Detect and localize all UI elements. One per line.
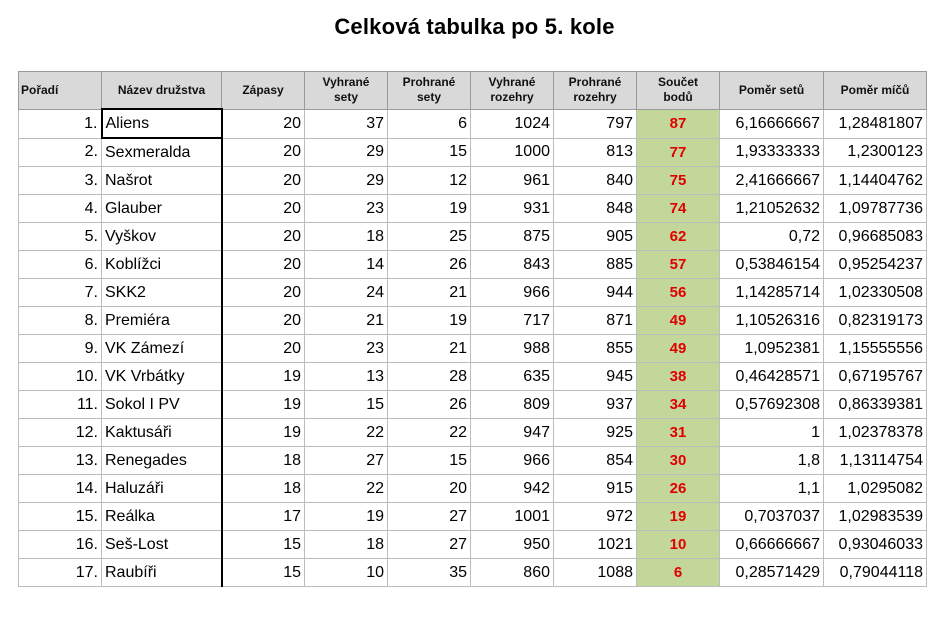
header-sets-lost: Prohrané sety	[388, 72, 471, 110]
cell-set-ratio: 1,21052632	[720, 195, 824, 223]
cell-sets-won: 37	[305, 109, 388, 138]
cell-ball-ratio: 1,15555556	[824, 335, 927, 363]
cell-ball-ratio: 0,93046033	[824, 531, 927, 559]
table-row	[19, 167, 927, 195]
cell-rank: 17.	[19, 559, 102, 587]
cell-points: 49	[637, 307, 720, 335]
cell-points: 56	[637, 279, 720, 307]
cell-team: Premiéra	[102, 307, 222, 335]
cell-ball-ratio: 1,13114754	[824, 447, 927, 475]
page-title: Celková tabulka po 5. kole	[334, 14, 615, 39]
cell-points: 38	[637, 363, 720, 391]
cell-sets-lost: 20	[388, 475, 471, 503]
table-row	[19, 419, 927, 447]
cell-set-ratio: 1,14285714	[720, 279, 824, 307]
table-row	[19, 195, 927, 223]
cell-team: Renegades	[102, 447, 222, 475]
cell-matches: 20	[222, 138, 305, 167]
cell-sets-lost: 26	[388, 251, 471, 279]
cell-team: Kaktusáři	[102, 419, 222, 447]
cell-rank: 10.	[19, 363, 102, 391]
cell-sets-lost: 27	[388, 503, 471, 531]
cell-ball-ratio: 1,02378378	[824, 419, 927, 447]
cell-rank: 4.	[19, 195, 102, 223]
cell-team: Reálka	[102, 503, 222, 531]
cell-sets-won: 27	[305, 447, 388, 475]
cell-sets-won: 10	[305, 559, 388, 587]
cell-matches: 20	[222, 167, 305, 195]
cell-matches: 19	[222, 391, 305, 419]
table-row	[19, 475, 927, 503]
cell-rallies-won: 942	[471, 475, 554, 503]
cell-sets-won: 15	[305, 391, 388, 419]
cell-team: Seš-Lost	[102, 531, 222, 559]
cell-team: VK Vrbátky	[102, 363, 222, 391]
cell-sets-lost: 19	[388, 195, 471, 223]
cell-rank: 6.	[19, 251, 102, 279]
cell-rallies-lost: 937	[554, 391, 637, 419]
cell-points: 87	[637, 109, 720, 138]
cell-sets-lost: 21	[388, 335, 471, 363]
cell-rallies-lost: 840	[554, 167, 637, 195]
cell-matches: 20	[222, 307, 305, 335]
cell-rallies-won: 1000	[471, 138, 554, 167]
cell-sets-lost: 26	[388, 391, 471, 419]
cell-points: 49	[637, 335, 720, 363]
cell-ball-ratio: 0,67195767	[824, 363, 927, 391]
cell-rank: 3.	[19, 167, 102, 195]
header-points: Součet bodů	[637, 72, 720, 110]
cell-sets-lost: 21	[388, 279, 471, 307]
header-ball-ratio: Poměr míčů	[824, 72, 927, 110]
cell-rallies-won: 988	[471, 335, 554, 363]
header-sets-won: Vyhrané sety	[305, 72, 388, 110]
cell-sets-lost: 28	[388, 363, 471, 391]
cell-team: Koblížci	[102, 251, 222, 279]
table-row	[19, 279, 927, 307]
cell-set-ratio: 0,66666667	[720, 531, 824, 559]
table-row	[19, 109, 927, 138]
cell-sets-won: 29	[305, 138, 388, 167]
cell-points: 75	[637, 167, 720, 195]
cell-team: Vyškov	[102, 223, 222, 251]
cell-points: 19	[637, 503, 720, 531]
cell-set-ratio: 0,28571429	[720, 559, 824, 587]
header-set-ratio: Poměr setů	[720, 72, 824, 110]
cell-set-ratio: 0,72	[720, 223, 824, 251]
header-row	[19, 72, 927, 110]
header-rank: Pořadí	[19, 72, 102, 110]
cell-rallies-won: 947	[471, 419, 554, 447]
cell-sets-won: 24	[305, 279, 388, 307]
table-row	[19, 251, 927, 279]
cell-matches: 20	[222, 335, 305, 363]
cell-sets-lost: 19	[388, 307, 471, 335]
cell-rallies-lost: 944	[554, 279, 637, 307]
table-row	[19, 223, 927, 251]
cell-team: Sokol I PV	[102, 391, 222, 419]
header-matches: Zápasy	[222, 72, 305, 110]
cell-rallies-lost: 1088	[554, 559, 637, 587]
cell-sets-won: 23	[305, 195, 388, 223]
standings-table	[18, 71, 927, 587]
cell-sets-lost: 12	[388, 167, 471, 195]
table-row	[19, 335, 927, 363]
cell-rallies-won: 635	[471, 363, 554, 391]
cell-points: 31	[637, 419, 720, 447]
cell-sets-won: 18	[305, 531, 388, 559]
cell-rallies-lost: 848	[554, 195, 637, 223]
cell-team: Haluzáři	[102, 475, 222, 503]
cell-sets-won: 19	[305, 503, 388, 531]
cell-rank: 9.	[19, 335, 102, 363]
cell-set-ratio: 2,41666667	[720, 167, 824, 195]
cell-rallies-lost: 797	[554, 109, 637, 138]
cell-team: Sexmeralda	[102, 138, 222, 167]
cell-rank: 16.	[19, 531, 102, 559]
cell-team: SKK2	[102, 279, 222, 307]
table-row	[19, 531, 927, 559]
cell-matches: 20	[222, 223, 305, 251]
cell-ball-ratio: 1,28481807	[824, 109, 927, 138]
cell-matches: 17	[222, 503, 305, 531]
cell-points: 6	[637, 559, 720, 587]
cell-ball-ratio: 0,82319173	[824, 307, 927, 335]
table-row	[19, 559, 927, 587]
cell-rank: 13.	[19, 447, 102, 475]
cell-sets-lost: 27	[388, 531, 471, 559]
cell-set-ratio: 1,1	[720, 475, 824, 503]
table-row	[19, 503, 927, 531]
cell-ball-ratio: 1,14404762	[824, 167, 927, 195]
cell-ball-ratio: 1,0295082	[824, 475, 927, 503]
cell-rallies-won: 717	[471, 307, 554, 335]
cell-matches: 20	[222, 251, 305, 279]
cell-set-ratio: 0,57692308	[720, 391, 824, 419]
cell-rallies-won: 1024	[471, 109, 554, 138]
cell-sets-lost: 15	[388, 138, 471, 167]
cell-rallies-lost: 972	[554, 503, 637, 531]
cell-rallies-lost: 945	[554, 363, 637, 391]
cell-rallies-lost: 905	[554, 223, 637, 251]
header-rallies-won: Vyhrané rozehry	[471, 72, 554, 110]
cell-rallies-won: 843	[471, 251, 554, 279]
cell-sets-won: 13	[305, 363, 388, 391]
cell-set-ratio: 0,53846154	[720, 251, 824, 279]
cell-matches: 15	[222, 559, 305, 587]
cell-sets-won: 22	[305, 419, 388, 447]
cell-matches: 18	[222, 475, 305, 503]
cell-sets-won: 18	[305, 223, 388, 251]
cell-ball-ratio: 0,95254237	[824, 251, 927, 279]
cell-ball-ratio: 1,2300123	[824, 138, 927, 167]
cell-sets-won: 29	[305, 167, 388, 195]
cell-rank: 2.	[19, 138, 102, 167]
cell-points: 74	[637, 195, 720, 223]
cell-matches: 20	[222, 279, 305, 307]
cell-team: VK Zámezí	[102, 335, 222, 363]
cell-set-ratio: 1,8	[720, 447, 824, 475]
cell-rallies-won: 1001	[471, 503, 554, 531]
cell-sets-lost: 22	[388, 419, 471, 447]
table-row	[19, 391, 927, 419]
cell-rallies-won: 809	[471, 391, 554, 419]
cell-rallies-lost: 1021	[554, 531, 637, 559]
cell-matches: 20	[222, 195, 305, 223]
cell-rallies-won: 961	[471, 167, 554, 195]
cell-matches: 20	[222, 109, 305, 138]
cell-rallies-lost: 813	[554, 138, 637, 167]
cell-matches: 15	[222, 531, 305, 559]
cell-team: Aliens	[102, 109, 222, 138]
cell-rallies-lost: 925	[554, 419, 637, 447]
table-row	[19, 138, 927, 167]
cell-sets-won: 14	[305, 251, 388, 279]
cell-sets-lost: 25	[388, 223, 471, 251]
cell-points: 30	[637, 447, 720, 475]
cell-rank: 5.	[19, 223, 102, 251]
cell-points: 10	[637, 531, 720, 559]
cell-rallies-lost: 871	[554, 307, 637, 335]
cell-matches: 19	[222, 363, 305, 391]
cell-set-ratio: 0,46428571	[720, 363, 824, 391]
cell-points: 57	[637, 251, 720, 279]
cell-sets-lost: 15	[388, 447, 471, 475]
cell-sets-won: 23	[305, 335, 388, 363]
cell-sets-lost: 6	[388, 109, 471, 138]
cell-rank: 12.	[19, 419, 102, 447]
cell-ball-ratio: 0,86339381	[824, 391, 927, 419]
cell-ball-ratio: 1,09787736	[824, 195, 927, 223]
cell-rallies-lost: 915	[554, 475, 637, 503]
cell-points: 77	[637, 138, 720, 167]
cell-ball-ratio: 0,96685083	[824, 223, 927, 251]
cell-matches: 18	[222, 447, 305, 475]
table-row	[19, 307, 927, 335]
cell-ball-ratio: 0,79044118	[824, 559, 927, 587]
cell-rank: 15.	[19, 503, 102, 531]
cell-rallies-won: 860	[471, 559, 554, 587]
cell-rallies-won: 950	[471, 531, 554, 559]
cell-points: 34	[637, 391, 720, 419]
cell-rank: 7.	[19, 279, 102, 307]
table-body	[19, 109, 927, 587]
cell-set-ratio: 1	[720, 419, 824, 447]
cell-rallies-lost: 854	[554, 447, 637, 475]
cell-rank: 11.	[19, 391, 102, 419]
cell-team: Glauber	[102, 195, 222, 223]
cell-sets-won: 21	[305, 307, 388, 335]
cell-rallies-lost: 885	[554, 251, 637, 279]
cell-rallies-won: 931	[471, 195, 554, 223]
cell-set-ratio: 1,0952381	[720, 335, 824, 363]
cell-rank: 8.	[19, 307, 102, 335]
cell-ball-ratio: 1,02330508	[824, 279, 927, 307]
cell-rallies-won: 966	[471, 279, 554, 307]
cell-matches: 19	[222, 419, 305, 447]
cell-rallies-won: 966	[471, 447, 554, 475]
cell-set-ratio: 1,10526316	[720, 307, 824, 335]
cell-set-ratio: 0,7037037	[720, 503, 824, 531]
cell-rank: 1.	[19, 109, 102, 138]
cell-team: Našrot	[102, 167, 222, 195]
cell-set-ratio: 6,16666667	[720, 109, 824, 138]
header-team: Název družstva	[102, 72, 222, 110]
cell-team: Raubíři	[102, 559, 222, 587]
cell-sets-won: 22	[305, 475, 388, 503]
cell-sets-lost: 35	[388, 559, 471, 587]
cell-rank: 14.	[19, 475, 102, 503]
header-rallies-lost: Prohrané rozehry	[554, 72, 637, 110]
cell-rallies-won: 875	[471, 223, 554, 251]
table-row	[19, 363, 927, 391]
cell-points: 62	[637, 223, 720, 251]
cell-rallies-lost: 855	[554, 335, 637, 363]
cell-set-ratio: 1,93333333	[720, 138, 824, 167]
cell-ball-ratio: 1,02983539	[824, 503, 927, 531]
cell-points: 26	[637, 475, 720, 503]
table-row	[19, 447, 927, 475]
